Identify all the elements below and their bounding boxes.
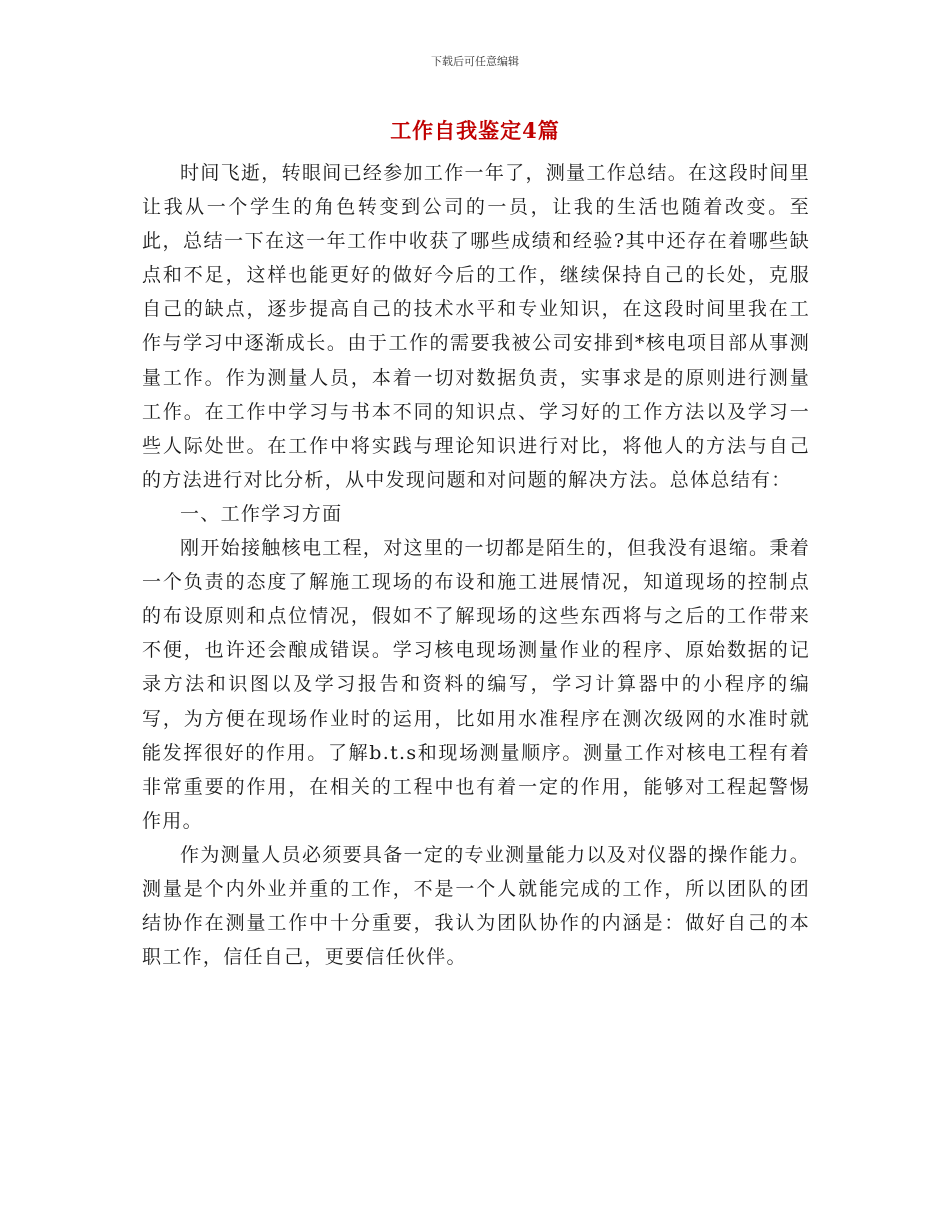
paragraph-work-study: 刚开始接触核电工程，对这里的一切都是陌生的，但我没有退缩。秉着一个负责的态度了解施工现场的布设和施工进展情况，知道现场的控制点的布设原则和点位情况，假如不了解现场的这些东西将与之后的工作带来不便，也许还会酿成错误。学习核电现场测量作业的程序、原始数据的记录方法和识图以及学习报告和资料的编写，学习计算器中的小程序的编写，为方便在现场作业时的运用，比如用水准程序在测次级网的水准时就能发挥很好的作用。了解b.t.s和现场测量顺序。测量工作对核电工程有着非常重要的作用，在相关的工程中也有着一定的作用，能够对工程起警惕作用。: [142, 537, 810, 832]
paragraph-teamwork: 作为测量人员必须要具备一定的专业测量能力以及对仪器的操作能力。测量是个内外业并重的工作，不是一个人就能完成的工作，所以团队的团结协作在测量工作中十分重要，我认为团队协作的内涵是：做好自己的本职工作，信任自己，更要信任伙伴。: [142, 843, 810, 969]
document-body: [142, 156, 810, 974]
paragraph-intro: 时间飞逝，转眼间已经参加工作一年了，测量工作总结。在这段时间里让我从一个学生的角色转变到公司的一员，让我的生活也随着改变。至此，总结一下在这一年工作中收获了哪些成绩和经验?其中还存在着哪些缺点和不足，这样也能更好的做好今后的工作，继续保持自己的长处，克服自己的缺点，逐步提高自己的技术水平和专业知识，在这段时间里我在工作与学习中逐渐成长。由于工作的需要我被公司安排到*核电项目部从事测量工作。作为测量人员，本着一切对数据负责，实事求是的原则进行测量工作。在工作中学习与书本不同的知识点、学习好的工作方法以及学习一些人际处世。在工作中将实践与理论知识进行对比，将他人的方法与自己的方法进行对比分析，从中发现问题和对问题的解决方法。总体总结有：: [142, 162, 810, 491]
document-title: 工作自我鉴定4篇: [390, 118, 560, 143]
section-heading: 一、工作学习方面: [180, 502, 343, 525]
header-note: 下载后可任意编辑: [431, 55, 519, 68]
